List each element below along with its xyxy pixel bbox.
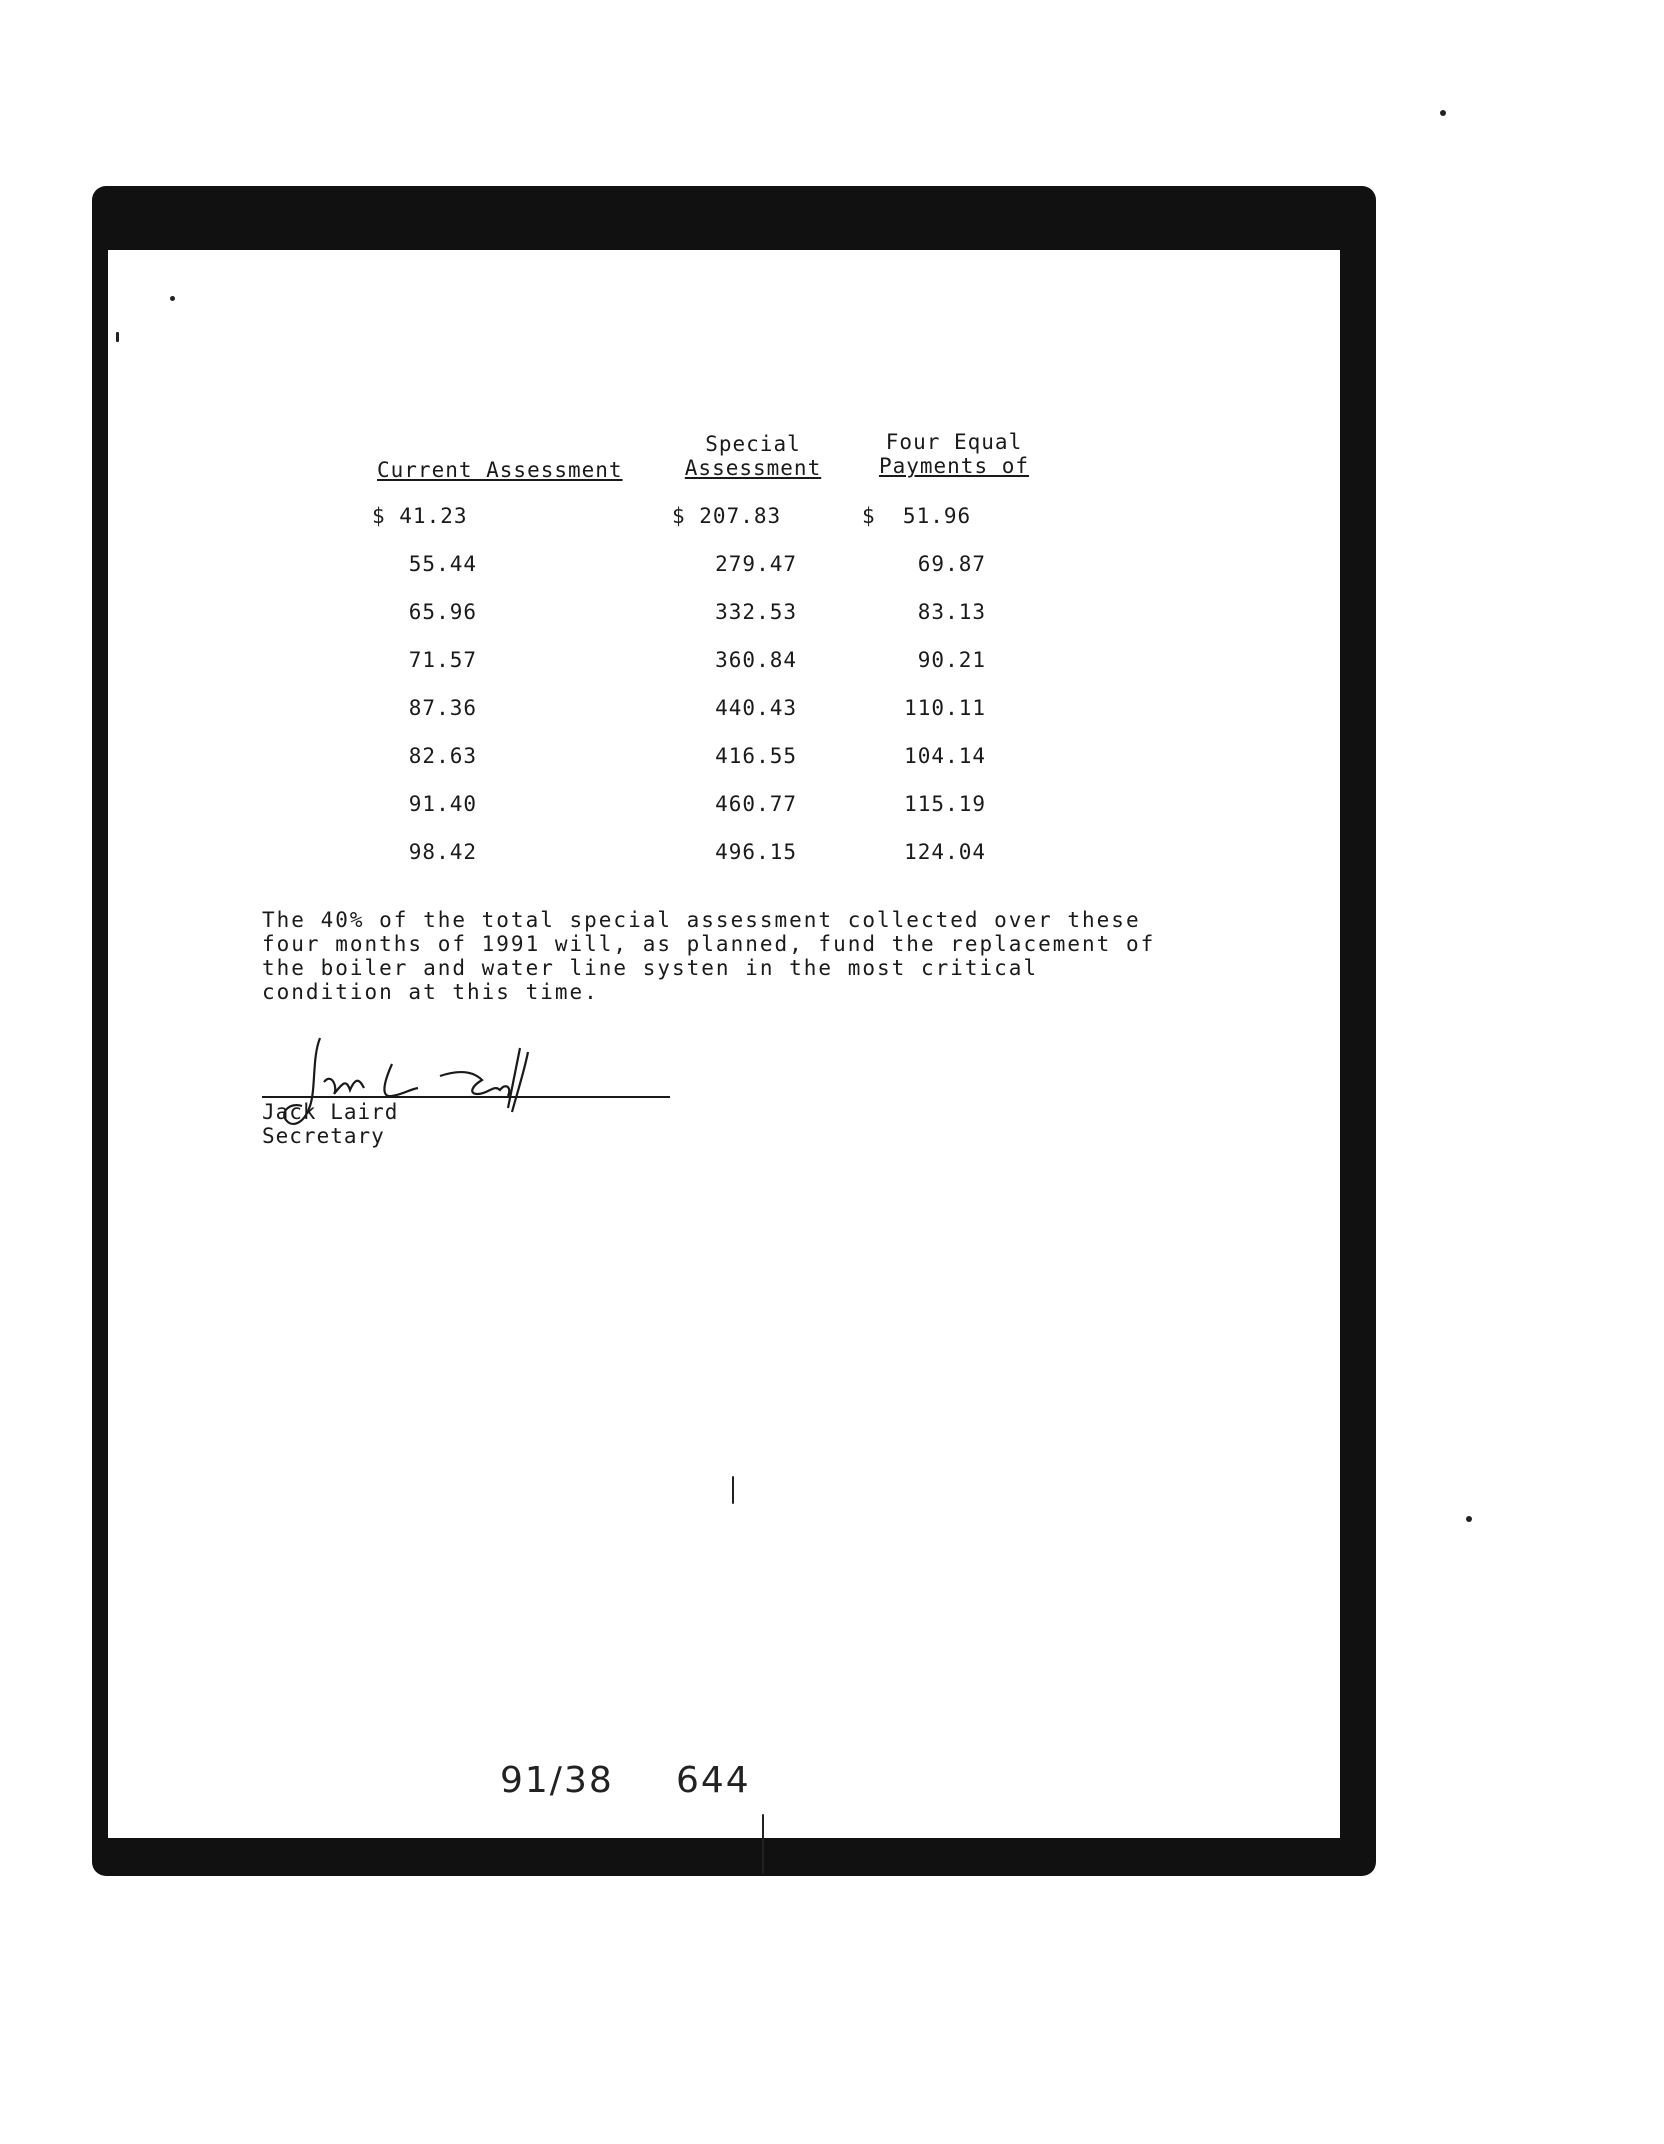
table-row <box>372 600 1052 648</box>
table-row <box>372 840 1052 888</box>
cell-payments: 83.13 <box>917 600 986 624</box>
signer-title: Secretary <box>262 1124 385 1148</box>
signer-block <box>262 1100 398 1148</box>
cell-current: 55.44 <box>408 552 477 576</box>
cell-special: 360.84 <box>715 648 797 672</box>
table-row <box>372 696 1052 744</box>
cell-payments: 124.04 <box>904 840 986 864</box>
scan-speck <box>116 332 119 342</box>
table-header <box>372 424 1052 480</box>
cell-current: 91.40 <box>408 792 477 816</box>
cell-payments: 69.87 <box>917 552 986 576</box>
cell-special: 440.43 <box>715 696 797 720</box>
cell-special: 279.47 <box>715 552 797 576</box>
signer-name: Jack Laird <box>262 1100 399 1124</box>
table-row <box>372 744 1052 792</box>
assessment-table <box>372 424 1052 888</box>
signature-line <box>262 1096 670 1098</box>
table-row <box>372 552 1052 600</box>
cell-current: 98.42 <box>408 840 477 864</box>
scan-speck <box>170 296 175 301</box>
cell-payments: 115.19 <box>904 792 986 816</box>
cell-current: 65.96 <box>408 600 477 624</box>
page-stamp-right: 644 <box>676 1760 751 1801</box>
cell-special: 332.53 <box>715 600 797 624</box>
body-paragraph: The 40% of the total special assessment collected over these four months of 1991 will, as planned, fund the replacement of the boiler and water line systen in the most critical condition at this time. <box>262 908 1156 1004</box>
cell-current: 87.36 <box>408 696 477 720</box>
header-current-assessment: Current Assessment <box>377 458 623 482</box>
header-special-line2: Assessment <box>684 456 822 480</box>
table-body <box>372 504 1052 888</box>
table-row <box>372 792 1052 840</box>
table-row <box>372 648 1052 696</box>
header-payments-line2: Payments of <box>878 454 1030 478</box>
scan-speck <box>1466 1516 1472 1522</box>
cell-payments: 90.21 <box>917 648 986 672</box>
scan-speck <box>1440 110 1446 116</box>
table-row <box>372 504 1052 552</box>
scan-speck <box>762 1814 764 1874</box>
cell-payments: 104.14 <box>904 744 986 768</box>
cell-special: 496.15 <box>715 840 797 864</box>
header-special-line1: Special <box>705 432 801 456</box>
cell-special: $ 207.83 <box>672 504 782 528</box>
cell-current: 82.63 <box>408 744 477 768</box>
cell-special: 460.77 <box>715 792 797 816</box>
cell-payments: $ 51.96 <box>862 504 972 528</box>
cell-special: 416.55 <box>715 744 797 768</box>
cell-current: 71.57 <box>408 648 477 672</box>
cell-current: $ 41.23 <box>372 504 468 528</box>
page-stamp-left: 91/38 <box>500 1760 614 1801</box>
header-payments-line1: Four Equal <box>885 430 1023 454</box>
cell-payments: 110.11 <box>904 696 986 720</box>
scan-speck <box>732 1476 734 1504</box>
